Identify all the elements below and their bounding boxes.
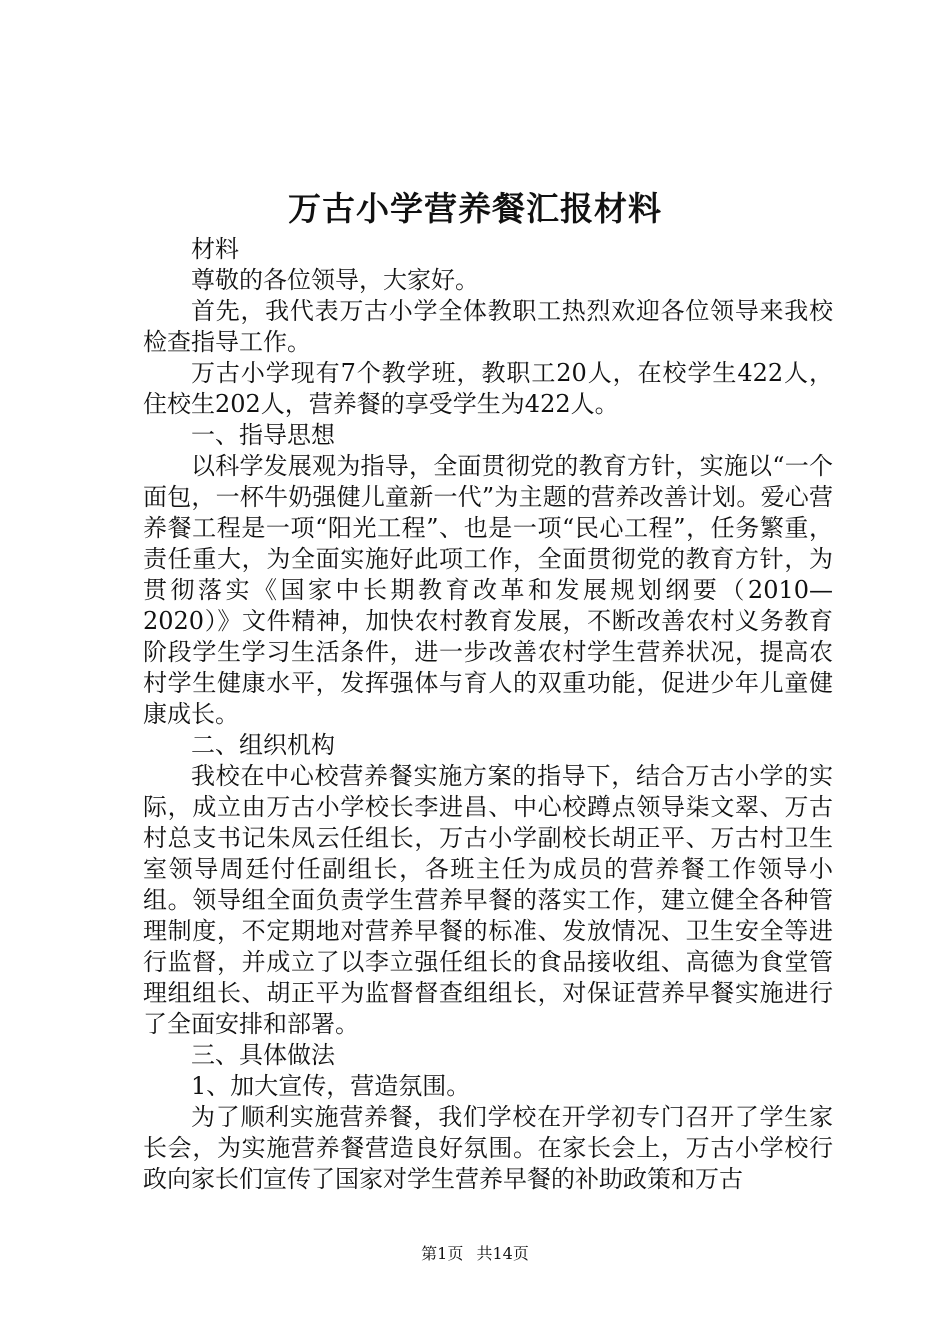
- paragraph-school-overview: 万古小学现有7个教学班，教职工20人，在校学生422人，住校生202人，营养餐的享受学生为422人。: [143, 359, 833, 418]
- section-heading-guiding-thought: 一、指导思想: [191, 421, 335, 449]
- paragraph-organization: 我校在中心校营养餐实施方案的指导下，结合万古小学的实际，成立由万古小学校长李进昌、中心校蹲点领导柒文翠、万古村总支书记朱凤云任组长，万古小学副校长胡正平、万古村卫生室领导周廷付任副组长，各班主任为成员的营养餐工作领导小组。领导组全面负责学生营养早餐的落实工作，建立健全各种管理制度，不定期地对营养早餐的标准、发放情况、卫生安全等进行监督，并成立了以李立强任组长的食品接收组、高德为食堂管理组组长、胡正平为监督督查组组长，对保证营养早餐实施进行了全面安排和部署。: [143, 762, 833, 1038]
- paragraph-greeting: 尊敬的各位领导，大家好。: [191, 266, 479, 294]
- section-heading-organization: 二、组织机构: [191, 731, 335, 759]
- page-total: 共14页: [476, 1244, 529, 1263]
- document-body: [143, 234, 833, 1195]
- page-footer: [0, 1243, 950, 1265]
- paragraph-material-label: 材料: [191, 235, 239, 263]
- paragraph-welcome: 首先，我代表万古小学全体教职工热烈欢迎各位领导来我校检查指导工作。: [143, 297, 833, 356]
- document-title: 万古小学营养餐汇报材料: [288, 189, 662, 228]
- subheading-publicity: 1、加大宣传，营造氛围。: [191, 1072, 471, 1100]
- page-number: 第1页: [421, 1244, 464, 1263]
- paragraph-publicity: 为了顺利实施营养餐，我们学校在开学初专门召开了学生家长会，为实施营养餐营造良好氛围。在家长会上，万古小学校行政向家长们宣传了国家对学生营养早餐的补助政策和万古: [143, 1103, 833, 1193]
- section-heading-practices: 三、具体做法: [191, 1041, 335, 1069]
- paragraph-guiding-thought: 以科学发展观为指导，全面贯彻党的教育方针，实施以“一个面包，一杯牛奶强健儿童新一代”为主题的营养改善计划。爱心营养餐工程是一项“阳光工程”、也是一项“民心工程”，任务繁重，责任重大，为全面实施好此项工作，全面贯彻党的教育方针，为贯彻落实《国家中长期教育改革和发展规划纲要（2010—2020）》文件精神，加快农村教育发展，不断改善农村义务教育阶段学生学习生活条件，进一步改善农村学生营养状况，提高农村学生健康水平，发挥强体与育人的双重功能，促进少年儿童健康成长。: [143, 452, 833, 728]
